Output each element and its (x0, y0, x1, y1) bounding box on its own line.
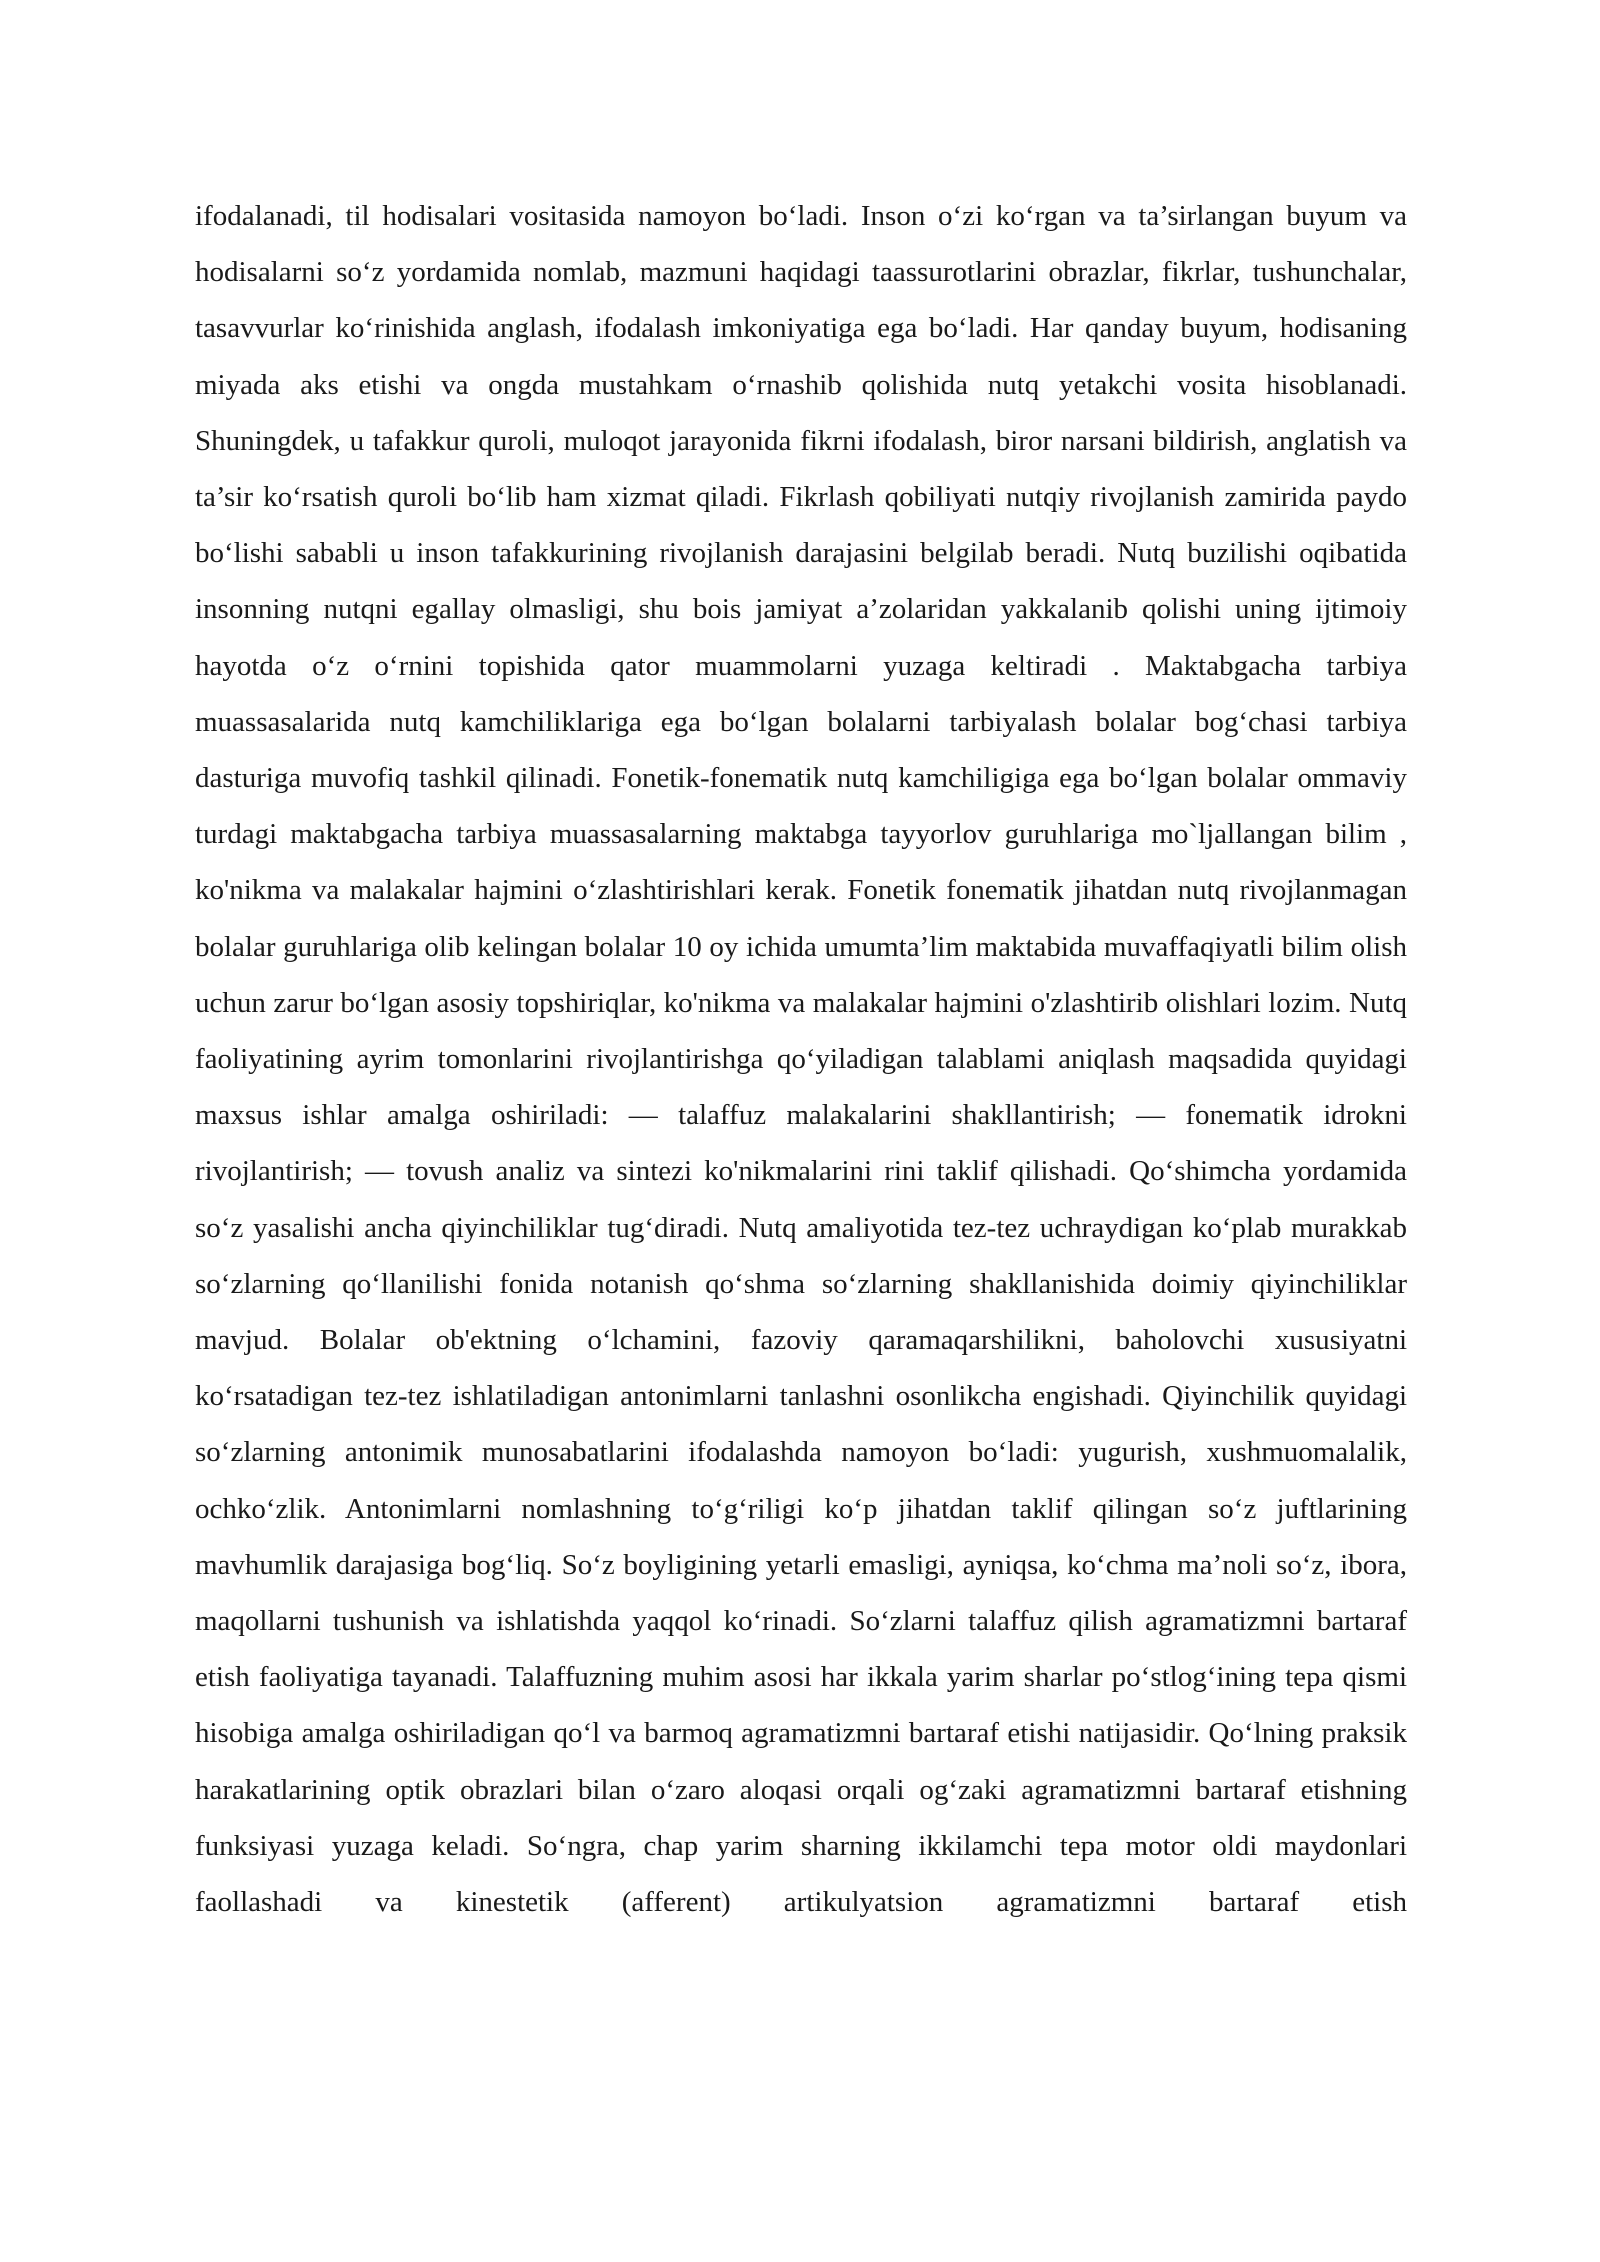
body-paragraph: ifodalanadi, til hodisalari vositasida namoyon bo‘ladi. Inson o‘zi ko‘rgan va ta’sirlangan buyum va hodisalarni so‘z yordamida nomlab, mazmuni haqidagi taassurotlarini obrazlar, fikrlar, tushunchalar, tasavvurlar ko‘rinishida anglash, ifodalash imkoniyatiga ega bo‘ladi. Har qanday buyum, hodisaning miyada aks etishi va ongda mustahkam o‘rnashib qolishida nutq yetakchi vosita hisoblanadi. Shuningdek, u tafakkur quroli, muloqot jarayonida fikrni ifodalash, biror narsani bildirish, anglatish va ta’sir ko‘rsatish quroli bo‘lib ham xizmat qiladi. Fikrlash qobiliyati nutqiy rivojlanish zamirida paydo bo‘lishi sababli u inson tafakkurining rivojlanish darajasini belgilab beradi. Nutq buzilishi oqibatida insonning nutqni egallay olmasligi, shu bois jamiyat a’zolaridan yakkalanib qolishi uning ijtimoiy hayotda o‘z o‘rnini topishida qator muammolarni yuzaga keltiradi . Maktabgacha tarbiya muassasalarida nutq kamchiliklariga ega bo‘lgan bolalarni tarbiyalash bolalar bog‘chasi tarbiya dasturiga muvofiq tashkil qilinadi. Fonetik-fonematik nutq kamchiligiga ega bo‘lgan bolalar ommaviy turdagi maktabgacha tarbiya muassasalarning maktabga tayyorlov guruhlariga mo`ljallangan bilim , ko'nikma va malakalar hajmini o‘zlashtirishlari kerak. Fonetik fonematik jihatdan nutq rivojlanmagan bolalar guruhlariga olib kelingan bolalar 10 oy ichida umumta’lim maktabida muvaffaqiyatli bilim olish uchun zarur bo‘lgan asosiy topshiriqlar, ko'nikma va malakalar hajmini o'zlashtirib olishlari lozim. Nutq faoliyatining ayrim tomonlarini rivojlantirishga qo‘yiladigan talablami aniqlash maqsadida quyidagi maxsus ishlar amalga oshiriladi: — talaffuz malakalarini shakllantirish; — fonematik idrokni rivojlantirish; — tovush analiz va sintezi ko'nikmalarini rini taklif qilishadi. Qo‘shimcha yordamida so‘z yasalishi ancha qiyinchiliklar tug‘diradi. Nutq amaliyotida tez-tez uchraydigan ko‘plab murakkab so‘zlarning qo‘llanilishi fonida notanish qo‘shma so‘zlarning shakllanishida doimiy qiyinchiliklar mavjud. Bolalar ob'ektning o‘lchamini, fazoviy qaramaqarshilikni, baholovchi xususiyatni ko‘rsatadigan tez-tez ishlatiladigan antonimlarni tanlashni osonlikcha engishadi. Qiyinchilik quyidagi so‘zlarning antonimik munosabatlarini ifodalashda namoyon bo‘ladi: yugurish, xushmuomalalik, ochko‘zlik. Antonimlarni nomlashning to‘g‘riligi ko‘p jihatdan taklif qilingan so‘z juftlarining mavhumlik darajasiga bog‘liq. So‘z boyligining yetarli emasligi, ayniqsa, ko‘chma ma’noli so‘z, ibora, maqollarni tushunish va ishlatishda yaqqol ko‘rinadi. So‘zlarni talaffuz qilish agramatizmni bartaraf etish faoliyatiga tayanadi. Talaffuzning muhim asosi har ikkala yarim sharlar po‘stlog‘ining tepa qismi hisobiga amalga oshiriladigan qo‘l va barmoq agramatizmni bartaraf etishi natijasidir. Qo‘lning praksik harakatlarining optik obrazlari bilan o‘zaro aloqasi orqali og‘zaki agramatizmni bartaraf etishning funksiyasi yuzaga keladi. So‘ngra, chap yarim sharning ikkilamchi tepa motor oldi maydonlari faollashadi va kinestetik (afferent) artikulyatsion agramatizmni bartaraf etish (195, 200, 1407, 1919)
